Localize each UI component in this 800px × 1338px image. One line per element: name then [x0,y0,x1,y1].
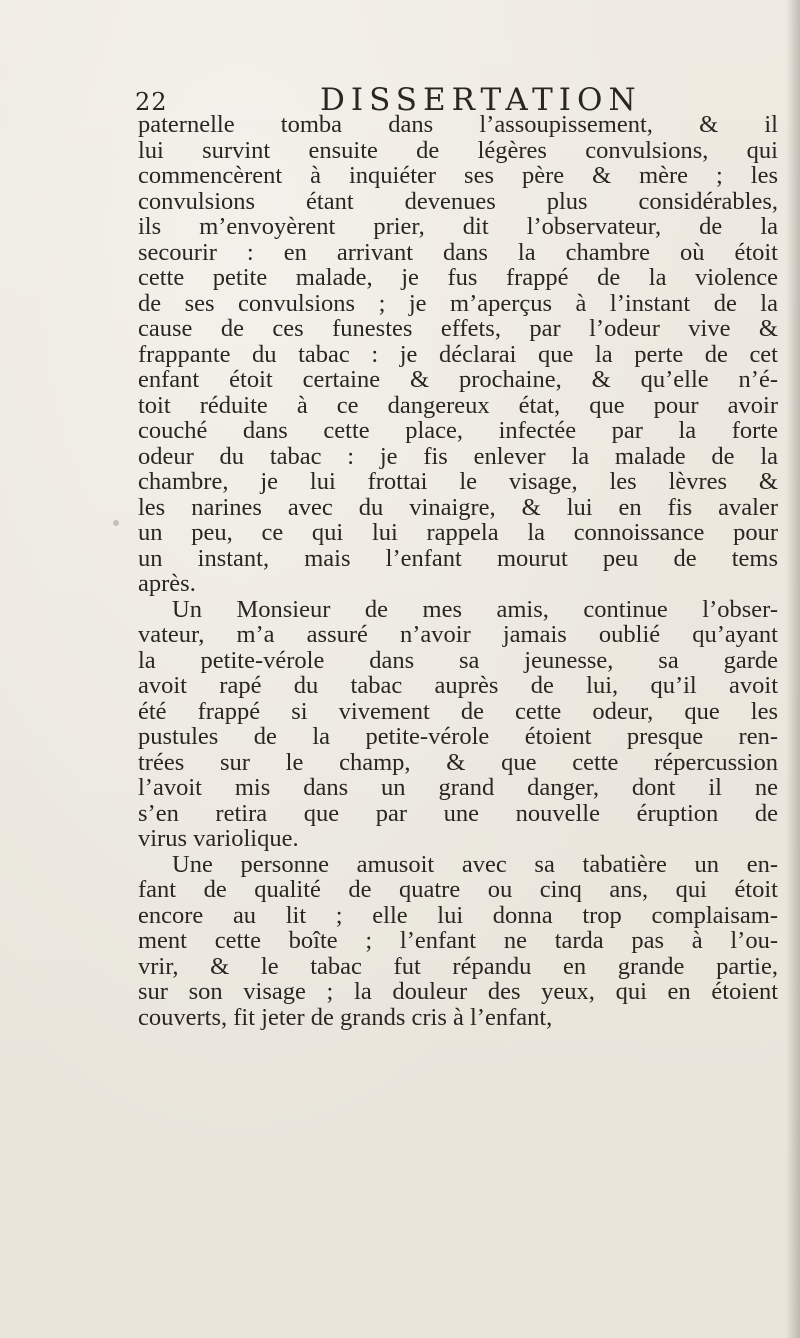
text-line: la petite-vérole dans sa jeunesse, sa garde [138,646,778,674]
text-line: enfant étoit certaine & prochaine, & qu’elle n’é- [138,366,778,393]
text-line: pustules de la petite-vérole étoient presque ren- [138,723,778,750]
body-text [138,112,778,1030]
text-line: les narines avec du vinaigre, & lui en fis avaler [138,493,778,521]
text-line: lui survint ensuite de légères convulsions, qui [138,136,778,164]
text-line: un peu, ce qui lui rappela la connoissance pour [138,519,778,546]
text-line: après. [138,570,196,597]
text-line: encore au lit ; elle lui donna trop complaisam- [138,901,778,929]
text-line: frappante du tabac : je déclarai que la perte de cet [138,340,778,368]
text-line: s’en retira que par une nouvelle éruption de [138,799,778,827]
text-line: chambre, je lui frottai le visage, les lèvres & [138,468,778,495]
text-line: paternelle tomba dans l’assoupissement, & il [138,111,778,138]
text-line: sur son visage ; la douleur des yeux, qui en étoient [138,978,778,1005]
text-line: de ses convulsions ; je m’aperçus à l’instant de la [138,289,778,317]
text-line: odeur du tabac : je fis enlever la malade de la [138,442,778,470]
text-line: vateur, m’a assuré n’avoir jamais oublié qu’ayant [138,621,778,648]
text-line: cause de ces funestes effets, par l’odeur vive & [138,315,778,342]
text-line: ils m’envoyèrent prier, dit l’observateur, de la [138,213,778,240]
text-line: convulsions étant devenues plus considérables, [138,187,778,215]
paper-speck [113,520,119,526]
text-line: un instant, mais l’enfant mourut peu de tems [138,544,778,572]
text-line: l’avoit mis dans un grand danger, dont il ne [138,774,778,801]
text-line: ment cette boîte ; l’enfant ne tarda pas à l’ou- [138,927,778,954]
running-title: DISSERTATION [320,82,642,118]
text-line: vrir, & le tabac fut répandu en grande partie, [138,952,778,980]
text-line: secourir : en arrivant dans la chambre où étoit [138,238,778,266]
text-line: été frappé si vivement de cette odeur, que les [138,697,778,725]
text-line: couverts, fit jeter de grands cris à l’enfant, [138,1003,553,1031]
text-line: Un Monsieur de mes amis, continue l’obser- [172,595,778,623]
text-line: virus variolique. [138,825,299,852]
text-line: toit réduite à ce dangereux état, que pour avoir [138,391,778,419]
text-line: fant de qualité de quatre ou cinq ans, qui étoit [138,876,778,903]
text-line: trées sur le champ, & que cette répercussion [138,748,778,776]
text-line: couché dans cette place, infectée par la forte [138,417,778,444]
text-line: cette petite malade, je fus frappé de la violence [138,264,778,291]
text-line: avoit rapé du tabac auprès de lui, qu’il avoit [138,672,778,699]
page-number: 22 [135,88,168,116]
text-line: Une personne amusoit avec sa tabatière un en- [172,850,778,878]
text-line: commencèrent à inquiéter ses père & mère ; les [138,162,778,189]
page-edge-shadow [786,0,800,1338]
